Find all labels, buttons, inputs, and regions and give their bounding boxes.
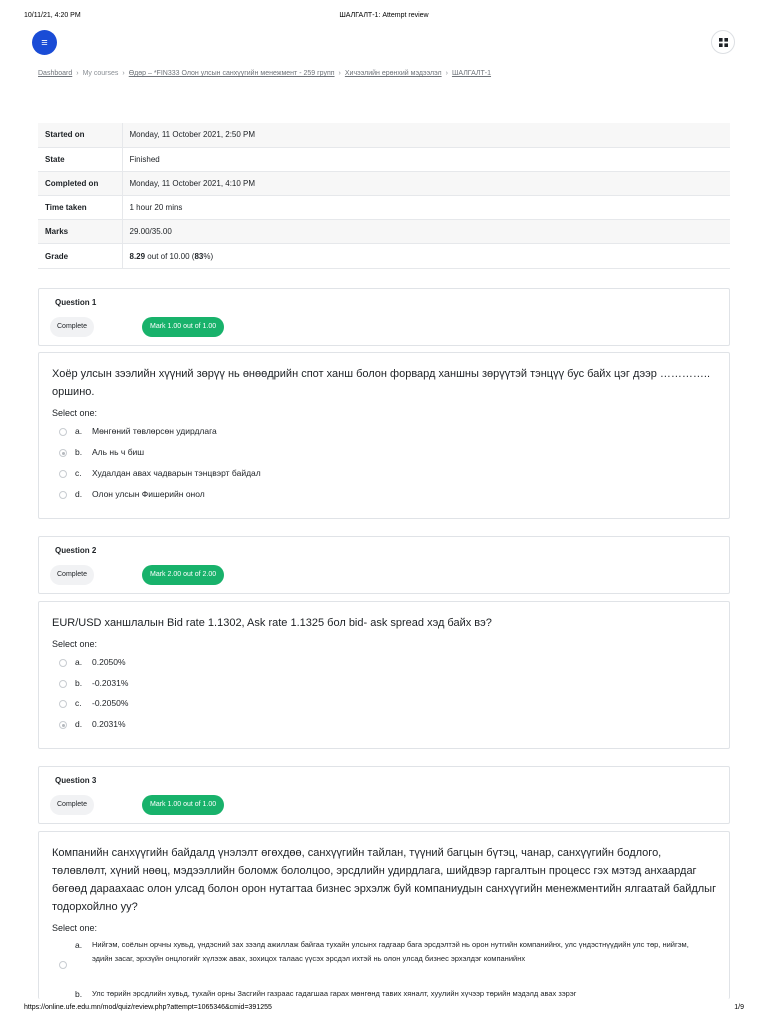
breadcrumb-my-courses: My courses bbox=[82, 70, 119, 77]
print-footer bbox=[0, 1002, 768, 1016]
state-value: Finished bbox=[129, 154, 160, 164]
option-letter: b. bbox=[75, 678, 83, 688]
breadcrumb-dashboard[interactable]: Dashboard bbox=[38, 70, 73, 77]
question-text: Хоёр улсын зээлийн хүүний зөрүү нь өнөөдрийн спот ханш болон форвард ханшны зөрүүтэй тэнцүү бус байх цэг дээр ………….. оршино. bbox=[52, 368, 711, 398]
question-1-info bbox=[38, 288, 730, 346]
state-label: State bbox=[38, 147, 122, 171]
summary-row-completed bbox=[38, 171, 730, 195]
question-number: Question 2 bbox=[55, 546, 97, 555]
question-state-badge: Complete bbox=[50, 317, 94, 337]
option-text: Аль нь ч биш bbox=[92, 447, 145, 457]
attempt-summary-table bbox=[38, 123, 730, 269]
radio-button[interactable] bbox=[59, 961, 67, 969]
grade-value bbox=[122, 244, 730, 268]
breadcrumb-separator: › bbox=[122, 70, 125, 77]
grid-icon bbox=[719, 38, 728, 47]
option-text: Нийгэм, соёлын орчны хувьд, үндэсний зах зээлд ажиллаж байгаа тухайн улсынх гадгаар бага эрсдэлтэй нь орон нутгийн компанийнх, улс үндэстнүүдийн улс төр, нийгэм, эдийн засаг, эрхзүйн онцлогийг хүлээж авах, зохицох талаас үүсэх эрсдэл ихтэй нь олон улсад бизнес эрхэлдэг компанийнх bbox=[92, 940, 689, 963]
marks-value: 29.00/35.00 bbox=[122, 220, 730, 244]
question-state-badge: Complete bbox=[50, 565, 94, 585]
answer-option[interactable] bbox=[59, 987, 724, 999]
question-mark-badge: Mark 1.00 out of 1.00 bbox=[142, 795, 224, 815]
select-one-label: Select one: bbox=[52, 408, 98, 418]
question-mark-badge: Mark 1.00 out of 1.00 bbox=[142, 317, 224, 337]
summary-row-marks bbox=[38, 220, 730, 244]
option-text: -0.2031% bbox=[92, 678, 129, 688]
option-text: -0.2050% bbox=[92, 698, 129, 708]
radio-button[interactable] bbox=[59, 680, 67, 688]
radio-button-selected[interactable] bbox=[59, 449, 67, 457]
breadcrumb-separator: › bbox=[76, 70, 79, 77]
print-url: https://online.ufe.edu.mn/mod/quiz/review.php?attempt=1065346&cmid=391255 bbox=[24, 1004, 272, 1011]
summary-row-grade bbox=[38, 244, 730, 268]
print-datetime: 10/11/21, 4:20 PM bbox=[24, 12, 81, 19]
option-letter: b. bbox=[75, 989, 83, 999]
time-taken-value: 1 hour 20 mins bbox=[129, 203, 183, 213]
answer-option[interactable] bbox=[59, 938, 724, 980]
question-text: Компанийн санхүүгийн байдалд үнэлэлт өгөхдөө, санхүүгийн тайлан, түүний багцын бүтэц, чанар, санхүүгийн бодлого, төлөвлөлт, хүний нөөц, мэдээллийн боломж бололцоо, эрсдлийн удирдлага, шийдвэр гаргалтын процесс гэх мэтэд анхаардаг бөгөөд дараахаас олон улсад болон орон нутагтаа бизнес эрхэлж буй компаниудын санхүүгийн менежментийн ялгаатай байдлыг тодорхойлно уу? bbox=[52, 847, 717, 913]
question-3-info bbox=[38, 766, 730, 824]
question-2-info bbox=[38, 536, 730, 594]
radio-button-selected[interactable] bbox=[59, 721, 67, 729]
option-text: Мөнгөний төвлөрсөн удирдлага bbox=[92, 426, 217, 436]
grade-out-of: out of 10.00 ( bbox=[145, 251, 195, 261]
question-3-content bbox=[38, 831, 730, 999]
option-text: 0.2050% bbox=[92, 657, 126, 667]
breadcrumb bbox=[38, 70, 491, 77]
time-taken-label: Time taken bbox=[38, 196, 122, 220]
option-letter: a. bbox=[75, 426, 83, 436]
select-one-label: Select one: bbox=[52, 923, 98, 933]
radio-button[interactable] bbox=[59, 700, 67, 708]
menu-button[interactable] bbox=[32, 30, 57, 55]
breadcrumb-section[interactable]: Хичээлийн ерөнхий мэдээлэл bbox=[344, 70, 442, 77]
started-on-label: Started on bbox=[38, 123, 122, 147]
breadcrumb-quiz[interactable]: ШАЛГАЛТ-1 bbox=[451, 70, 492, 77]
question-mark-badge: Mark 2.00 out of 2.00 bbox=[142, 565, 224, 585]
apps-button[interactable] bbox=[711, 30, 735, 54]
breadcrumb-separator: › bbox=[338, 70, 341, 77]
option-letter: a. bbox=[75, 657, 83, 667]
completed-on-value: Monday, 11 October 2021, 4:10 PM bbox=[122, 171, 730, 195]
summary-row-state bbox=[38, 147, 730, 171]
question-1-content bbox=[38, 352, 730, 519]
grade-close: %) bbox=[203, 251, 214, 261]
option-letter: c. bbox=[75, 698, 82, 708]
grade-percent: 83 bbox=[194, 251, 204, 261]
option-letter: d. bbox=[75, 719, 83, 729]
hamburger-icon: ≡ bbox=[41, 36, 48, 49]
question-2-content bbox=[38, 601, 730, 749]
radio-button[interactable] bbox=[59, 428, 67, 436]
option-text: Худалдан авах чадварын тэнцвэрт байдал bbox=[92, 468, 261, 478]
option-text: 0.2031% bbox=[92, 719, 126, 729]
option-letter: b. bbox=[75, 447, 83, 457]
option-letter: d. bbox=[75, 489, 83, 499]
radio-button[interactable] bbox=[59, 659, 67, 667]
breadcrumb-separator: › bbox=[445, 70, 448, 77]
radio-button[interactable] bbox=[59, 470, 67, 478]
option-letter: c. bbox=[75, 468, 82, 478]
print-page-number: 1/9 bbox=[734, 1004, 744, 1011]
breadcrumb-course[interactable]: Өдөр – *FIN333 Олон улсын санхүүгийн менежмент - 259 групп bbox=[128, 70, 335, 77]
grade-score: 8.29 bbox=[129, 251, 146, 261]
grade-label: Grade bbox=[38, 244, 122, 268]
question-text: EUR/USD ханшлалын Bid rate 1.1302, Ask rate 1.1325 бол bid- ask spread хэд байх вэ? bbox=[52, 617, 492, 629]
question-number: Question 1 bbox=[55, 298, 97, 307]
marks-label: Marks bbox=[38, 220, 122, 244]
select-one-label: Select one: bbox=[52, 639, 98, 649]
option-text: Олон улсын Фишерийн онол bbox=[92, 489, 205, 499]
started-on-value: Monday, 11 October 2021, 2:50 PM bbox=[122, 123, 730, 147]
radio-button[interactable] bbox=[59, 491, 67, 499]
summary-row-started bbox=[38, 123, 730, 147]
summary-row-time bbox=[38, 196, 730, 220]
print-page-title: ШАЛГАЛТ-1: Attempt review bbox=[339, 12, 429, 19]
completed-on-label: Completed on bbox=[38, 171, 122, 195]
question-state-badge: Complete bbox=[50, 795, 94, 815]
question-number: Question 3 bbox=[55, 776, 97, 785]
print-header bbox=[0, 10, 768, 24]
option-letter: a. bbox=[75, 940, 83, 950]
option-text: Улс төрийн эрсдлийн хувьд, тухайн орны Засгийн газраас гадагшаа гарах мөнгөнд тавих хяналт, хуулийн хүчээр төрийн мэдэлд авах зэрэг bbox=[92, 989, 577, 998]
